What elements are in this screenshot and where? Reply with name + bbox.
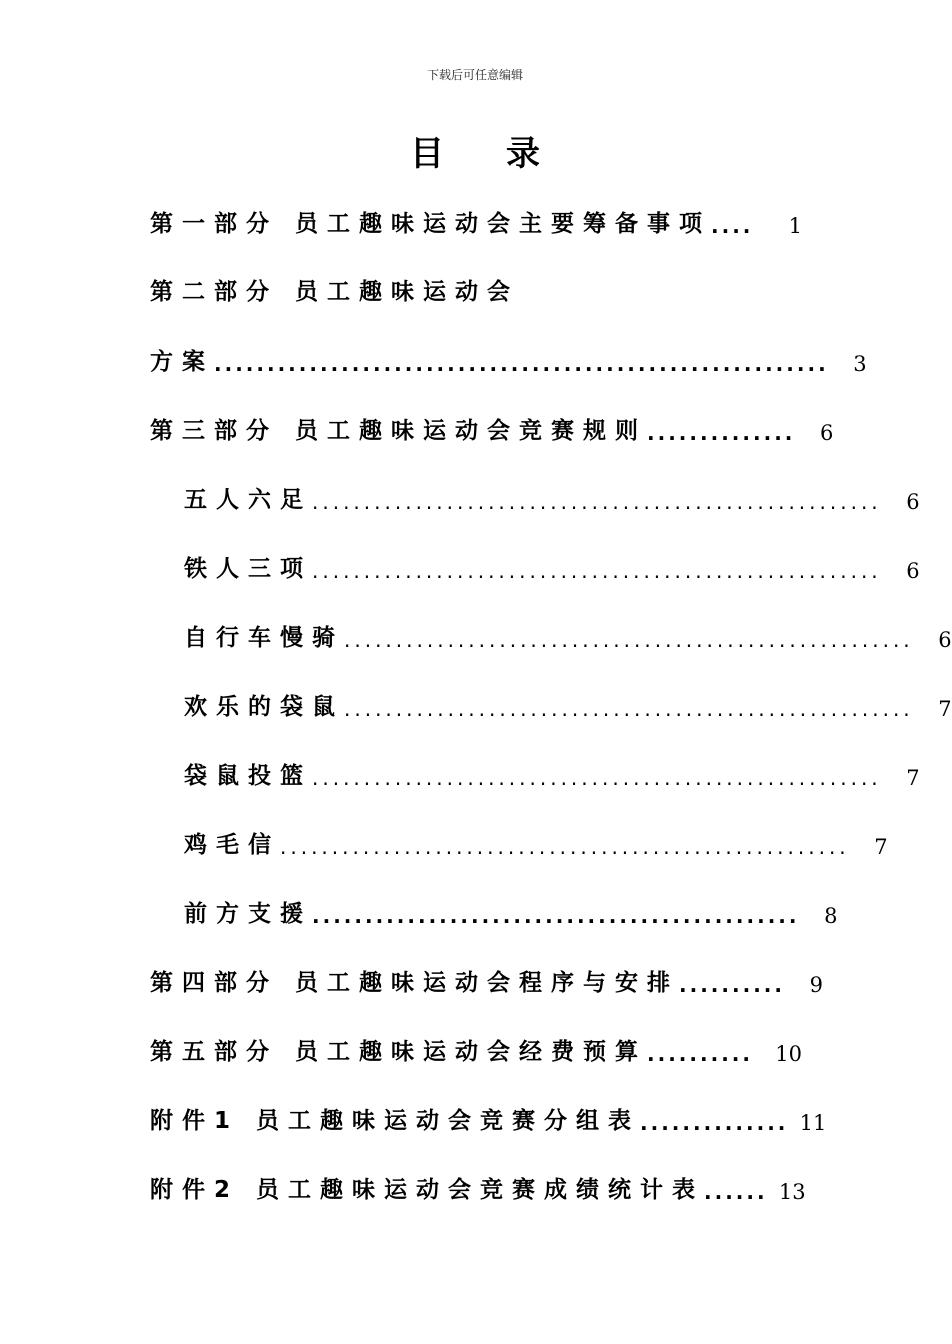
toc-entry[interactable] — [184, 750, 920, 790]
dot-leader: .............. — [640, 1111, 789, 1135]
toc-entry-label: 鸡毛信 — [184, 832, 280, 858]
dot-leader: ....................................................... — [344, 628, 914, 652]
toc-entry[interactable] — [184, 612, 952, 652]
dot-leader: ....................................................... — [312, 490, 882, 514]
toc-entry[interactable] — [150, 1095, 827, 1135]
toc-entry[interactable] — [150, 266, 802, 306]
toc-entry-page: 6 — [820, 421, 834, 445]
toc-entry[interactable] — [184, 474, 920, 514]
toc-entry-page: 13 — [778, 1180, 806, 1204]
toc-entry-page: 7 — [874, 835, 888, 859]
toc-entry-page: 7 — [938, 697, 952, 721]
toc-entry-page: 7 — [906, 766, 920, 790]
toc-entry[interactable] — [150, 336, 867, 376]
toc-entry-label: 方案 — [150, 349, 214, 375]
toc-entry-label: 铁人三项 — [184, 556, 312, 582]
toc-entry-page: 6 — [938, 628, 952, 652]
dot-leader: .... — [711, 214, 754, 238]
toc-entry[interactable] — [184, 543, 920, 583]
toc-entry[interactable] — [184, 888, 838, 928]
toc-entry-label: 附件2 员工趣味运动会竞赛成绩统计表 — [150, 1177, 705, 1203]
dot-leader: .............. — [647, 421, 796, 445]
dot-leader: ...... — [704, 1180, 768, 1204]
toc-entry-label: 第四部分 员工趣味运动会程序与安排 — [150, 970, 680, 996]
toc-entry-label: 欢乐的袋鼠 — [184, 694, 344, 720]
page-title: 目录 — [410, 134, 602, 174]
toc-entry[interactable] — [150, 405, 834, 445]
dot-leader: ....................................................... — [344, 697, 914, 721]
toc-entry[interactable] — [150, 957, 823, 997]
toc-entry[interactable] — [150, 198, 802, 238]
toc-entry-page: 1 — [788, 214, 802, 238]
toc-entry[interactable] — [150, 1026, 802, 1066]
toc-entry-label: 前方支援 — [184, 901, 312, 927]
toc-entry-label: 附件1 员工趣味运动会竞赛分组表 — [150, 1108, 641, 1134]
toc-entry-page: 9 — [809, 973, 823, 997]
toc-entry-label: 自行车慢骑 — [184, 625, 344, 651]
dot-leader: ....................................................... — [280, 835, 850, 859]
toc-entry-page: 10 — [775, 1042, 802, 1066]
toc-entry[interactable] — [184, 681, 952, 721]
dot-leader: .......................................................... — [214, 352, 829, 376]
toc-entry-label: 第二部分 员工趣味运动会 — [150, 279, 520, 305]
dot-leader: .............................................. — [312, 904, 800, 928]
dot-leader: ....................................................... — [312, 766, 882, 790]
toc-entry-page: 3 — [853, 352, 867, 376]
toc-entry-label: 五人六足 — [184, 487, 312, 513]
header-note: 下载后可任意编辑 — [426, 68, 523, 82]
toc-entry[interactable] — [184, 819, 888, 859]
toc-entry-label: 第五部分 员工趣味运动会经费预算 — [150, 1039, 648, 1065]
toc-entry-page: 6 — [906, 559, 920, 583]
toc-entry[interactable] — [150, 1164, 806, 1204]
dot-leader: ....................................................... — [312, 559, 882, 583]
toc-entry-label: 袋鼠投篮 — [184, 763, 312, 789]
toc-entry-label: 第一部分 员工趣味运动会主要筹备事项 — [150, 211, 712, 237]
toc-entry-page: 11 — [799, 1111, 827, 1135]
toc-entry-page: 8 — [824, 904, 838, 928]
toc-entry-label: 第三部分 员工趣味运动会竞赛规则 — [150, 418, 648, 444]
toc-entry-page: 6 — [906, 490, 920, 514]
dot-leader: .......... — [647, 1042, 753, 1066]
dot-leader: .......... — [679, 973, 785, 997]
